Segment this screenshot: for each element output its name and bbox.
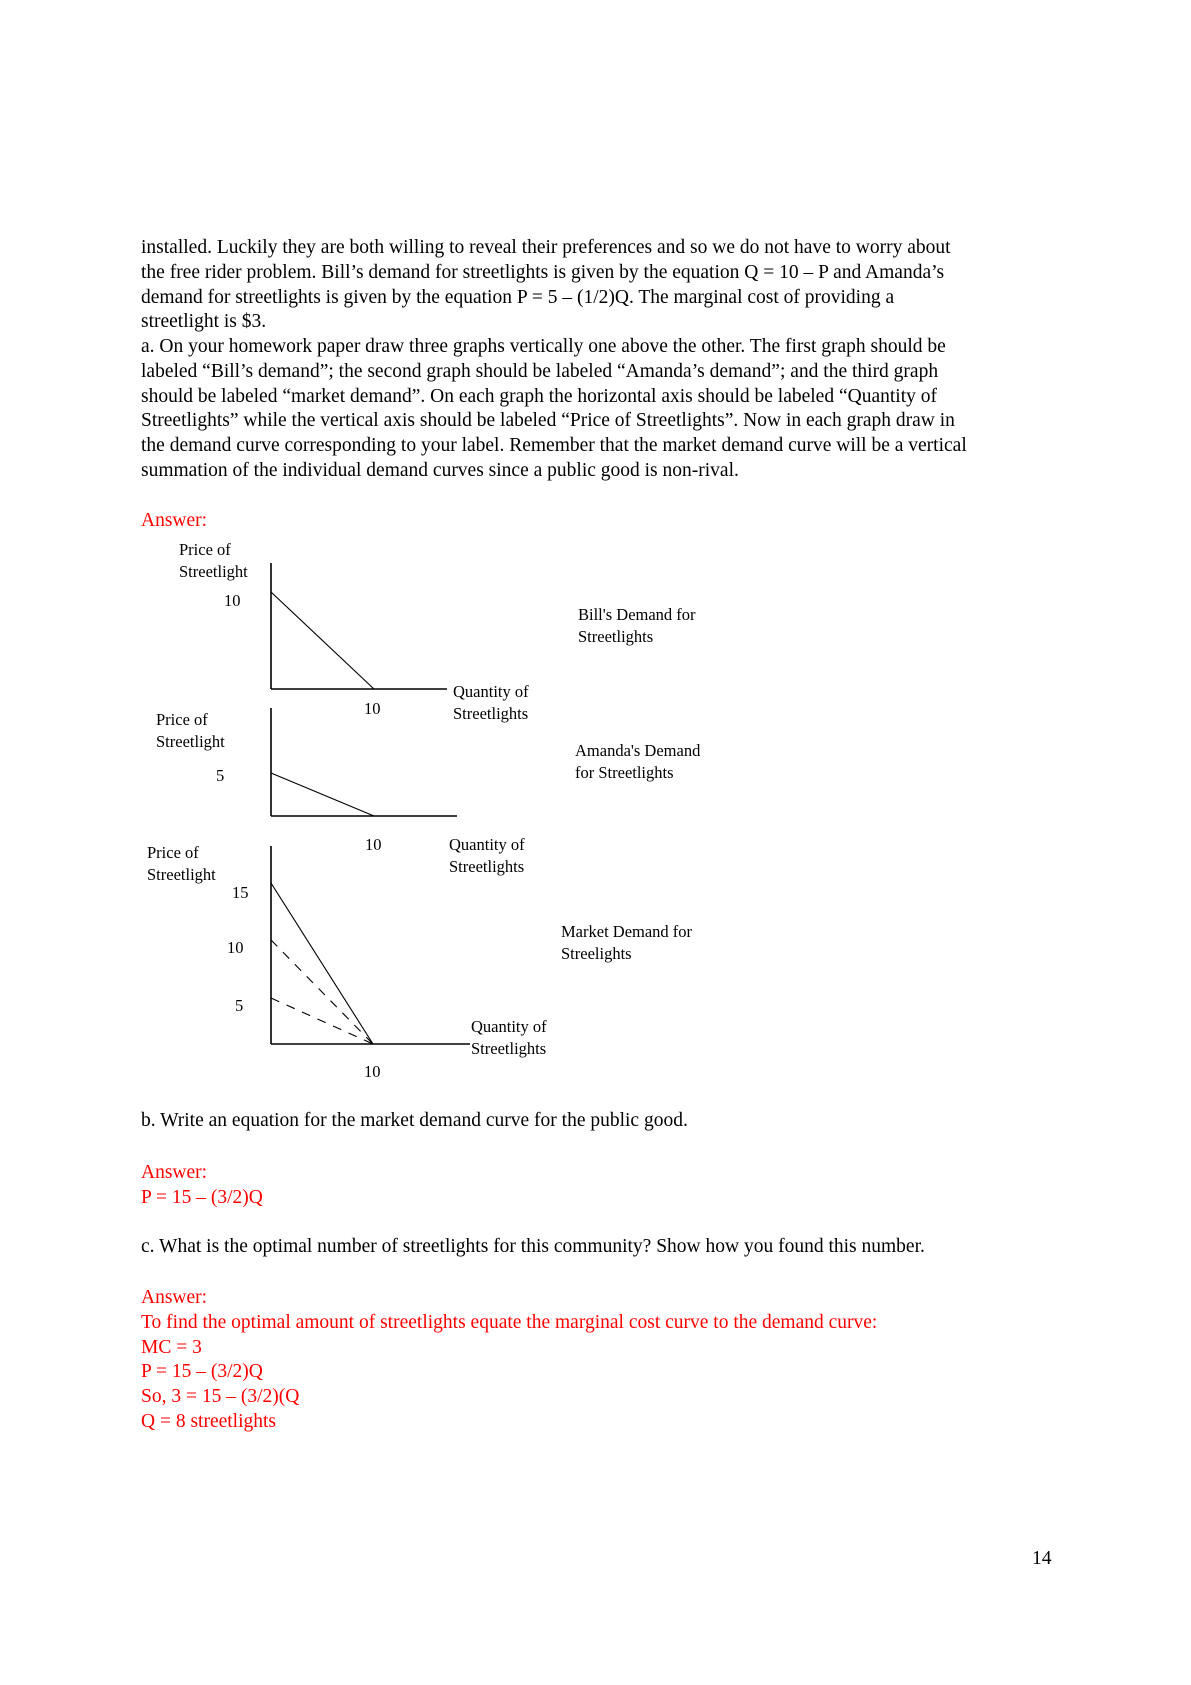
x-tick-label: 10 [364, 1062, 381, 1081]
y-tick-label: 10 [224, 591, 241, 610]
intro-line: streetlight is $3. [141, 311, 267, 333]
page-number: 14 [1032, 1548, 1052, 1569]
graph-amandas-demand [156, 708, 701, 876]
intro-line: demand for streetlights is given by the equation P = 5 – (1/2)Q. The marginal cost of providing a [141, 286, 895, 308]
y-axis-label: Price of [156, 710, 208, 729]
question-line: Streetlights” while the vertical axis should be labeled “Price of Streetlights”. Now in each graph draw in [141, 410, 955, 432]
question-line: c. What is the optimal number of streetlights for this community? Show how you found this number. [141, 1236, 925, 1257]
intro-line: the free rider problem. Bill’s demand for streetlights is given by the equation Q = 10 – P and Amanda’s [141, 261, 945, 283]
question-line: a. On your homework paper draw three graphs vertically one above the other. The first graph should be [141, 336, 946, 357]
graph-market-demand [147, 843, 693, 1081]
part-c-question [141, 1235, 1051, 1260]
graph-title: Market Demand for [561, 922, 693, 941]
x-axis-label: Streetlights [449, 857, 525, 876]
graph-title: Bill's Demand for [578, 605, 696, 624]
y-tick-label: 5 [235, 996, 244, 1015]
x-axis-label: Quantity of [471, 1017, 547, 1036]
amanda-demand-curve [271, 773, 374, 816]
answer-line: MC = 3 [141, 1336, 202, 1358]
graph-title: Streelights [561, 944, 632, 963]
answer-label: Answer: [141, 1287, 208, 1308]
question-line: the demand curve corresponding to your label. Remember that the market demand curve will be a vertical [141, 435, 967, 457]
answer-line: So, 3 = 15 – (3/2)(Q [141, 1386, 300, 1408]
graph-bills-demand [179, 540, 696, 723]
y-axis-label: Streetlight [179, 562, 248, 581]
x-axis-label: Quantity of [453, 682, 529, 701]
market-demand-curve [271, 883, 373, 1044]
bill-demand-dashed [271, 940, 373, 1044]
graph-title: for Streetlights [575, 763, 674, 782]
y-axis-label: Price of [147, 843, 199, 862]
question-line: summation of the individual demand curves since a public good is non-rival. [141, 459, 739, 481]
question-line: b. Write an equation for the market demand curve for the public good. [141, 1110, 688, 1131]
question-line: labeled “Bill’s demand”; the second graph should be labeled “Amanda’s demand”; and the third graph [141, 360, 939, 382]
y-tick-label: 15 [232, 883, 249, 902]
x-tick-label: 10 [365, 835, 382, 854]
question-line: should be labeled “market demand”. On each graph the horizontal axis should be labeled “Quantity of [141, 385, 937, 407]
x-tick-label: 10 [364, 699, 381, 718]
part-b-answer [141, 1161, 1051, 1211]
answer-label: Answer: [141, 510, 208, 531]
y-axis-label: Price of [179, 540, 231, 559]
y-axis-label: Streetlight [147, 865, 216, 884]
y-tick-label: 5 [216, 766, 225, 785]
part-b-question [141, 1109, 1051, 1134]
answer-line: Q = 8 streetlights [141, 1410, 277, 1432]
y-tick-label: 10 [227, 938, 244, 957]
answer-label: Answer: [141, 1162, 208, 1183]
bill-demand-curve [271, 592, 374, 689]
y-axis-label: Streetlight [156, 732, 225, 751]
x-axis-label: Quantity of [449, 835, 525, 854]
part-c-answer [141, 1286, 1051, 1435]
intro-line: installed. Luckily they are both willing to reveal their preferences and so we do not have to worry about [141, 237, 951, 258]
answer-line: To find the optimal amount of streetlights equate the marginal cost curve to the demand curve: [141, 1311, 878, 1333]
answer-line: P = 15 – (3/2)Q [141, 1361, 263, 1383]
amanda-demand-dashed [271, 998, 373, 1044]
answer-equation: P = 15 – (3/2)Q [141, 1186, 263, 1208]
graph-title: Streetlights [578, 627, 654, 646]
x-axis-label: Streetlights [453, 704, 529, 723]
graph-title: Amanda's Demand [575, 741, 701, 760]
x-axis-label: Streetlights [471, 1039, 547, 1058]
